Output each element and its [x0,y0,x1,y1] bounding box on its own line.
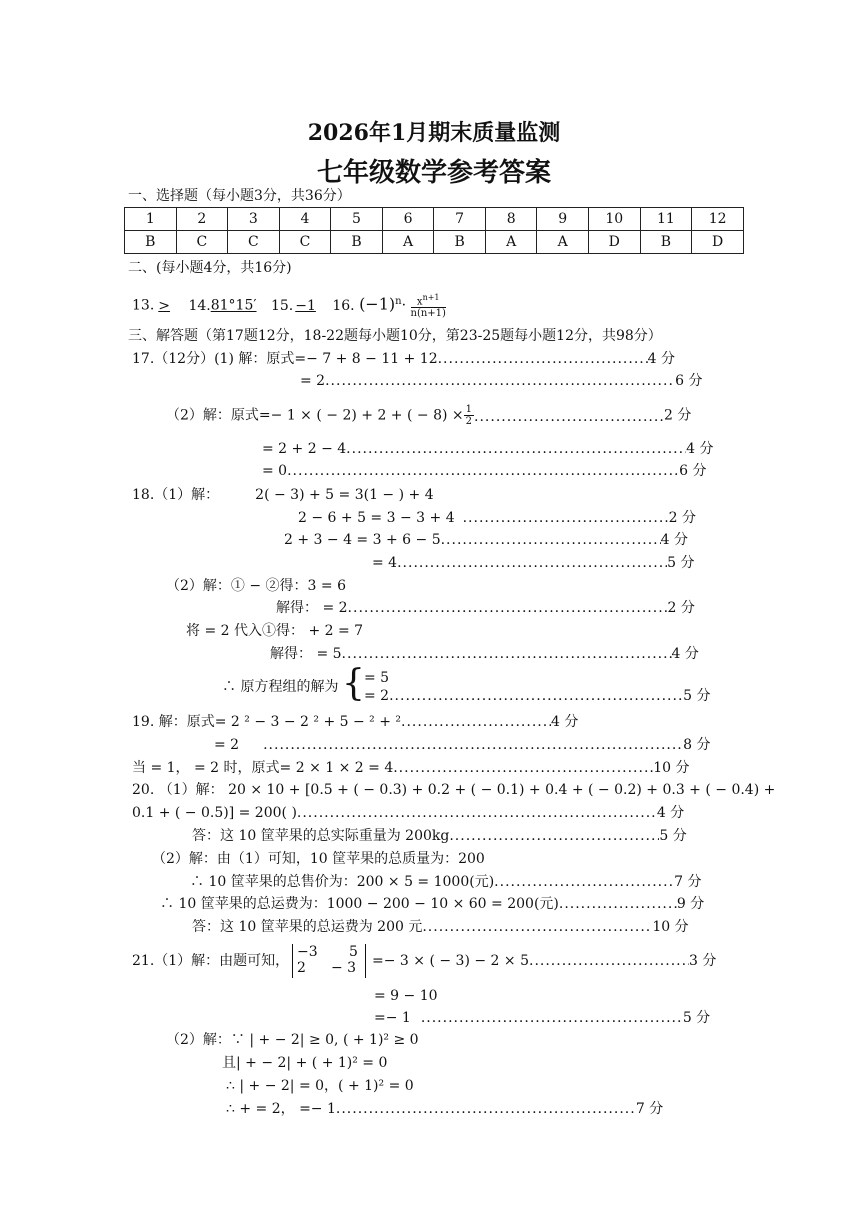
score: 5 分 [667,555,695,571]
question-number-cell: 8 [485,208,537,231]
page-title: 2026年1月期末质量监测 [307,120,561,146]
leader-dots [348,598,668,618]
q13-answer: > [158,297,170,314]
q18-l6-text: 解得： = 2 [276,600,348,616]
section-solve-heading: 三、解答题（第17题12分，18-22题每小题10分，第23-25题每小题12分，共98分） [128,328,662,344]
leader-dots [494,872,674,892]
q20-l7-text: 答：这 10 筐苹果的总运费为 200 元 [192,919,423,935]
q20-l5-text: ∴ 10 筐苹果的总售价为：200 × 5 = 1000(元) [190,874,495,890]
q18-line-9: ∴ 原方程组的解为 [222,679,339,695]
score: 3 分 [689,953,717,969]
q19-line-2 [214,735,712,755]
q21-l3-text: =− 1 [374,1010,411,1026]
q20-l3-text: 答：这 10 筐苹果的总实际重量为 200kg [192,828,450,844]
q18-l5a: （2）解： [166,578,231,594]
q14-label: 14. [188,297,211,314]
leader-dots [287,461,679,481]
leader-dots [346,439,686,459]
score: 2 分 [667,600,695,616]
answer-cell: D [588,231,640,254]
q18-l8-text: 解得： = 5 [270,646,342,662]
question-number-cell: 4 [279,208,331,231]
question-number-cell: 3 [228,208,280,231]
leader-dots [449,826,659,846]
question-number-cell: 12 [692,208,744,231]
q18-l1a: 18.（1）解： [132,487,220,503]
score: 9 分 [676,896,705,912]
q15-label: 15. [270,297,294,314]
score: 5 分 [683,688,711,704]
det-a: −3 [297,944,318,960]
leader-dots [393,758,653,778]
q19-line-1 [132,712,712,732]
leader-dots [422,917,652,937]
q19-line-3 [132,758,712,778]
q18-l1b: 2( − 3) + 5 = 3(1 − ) + 4 [255,487,434,503]
q20-line-2 [132,803,712,823]
score: 6 分 [675,373,703,389]
question-number-cell: 9 [537,208,589,231]
question-number-cell: 11 [640,208,692,231]
score: 4 分 [671,646,699,662]
q18-line-3 [284,530,712,550]
fill-answers [132,292,446,319]
leader-dots [397,553,667,573]
q16-label: 16. [332,297,355,314]
q18-line-7: 将 = 2 代入①得： + 2 = 7 [186,623,364,639]
answer-cell: A [485,231,537,254]
q18-line-2 [298,508,712,528]
q18-line-6 [276,598,712,618]
q17-line-1 [132,349,712,369]
det-b: 5 [349,944,358,960]
score: 10 分 [652,919,689,935]
score: 7 分 [674,874,702,890]
q20-line-7 [192,917,712,937]
leader-dots [336,1099,636,1119]
score: 2 分 [664,407,692,424]
q21-line-1a: 21.（1）解：由题可知， [132,953,290,969]
answer-cell: C [176,231,228,254]
q18-l5b: ① − ②得：3 = 6 [230,578,346,594]
answer-cell: B [434,231,486,254]
q18-root-2-line [364,686,712,706]
leader-dots [401,712,551,732]
question-number-cell: 5 [331,208,383,231]
q18-root-1: = 5 [364,670,390,686]
q16-exp: n [395,296,402,308]
q20-l2-text: 0.1 + ( − 0.5)] = 200( ) [132,805,297,821]
score: 4 分 [656,805,685,821]
answer-cell: B [331,231,383,254]
system-brace: { [342,663,365,704]
q21-line-3 [374,1008,712,1028]
q18-line-8 [270,644,712,664]
answer-cell: B [125,231,177,254]
q19-l3-text: 当 = 1， = 2 时，原式= 2 × 1 × 2 = 4 [132,760,394,776]
leader-dots [438,349,648,369]
q21-l7-text: ∴ + = 2， =− 1 [226,1101,336,1117]
q21-line-5: 且| + − 2| + ( + 1)² = 0 [222,1055,388,1071]
q17-line-5 [262,461,712,481]
determinant [292,944,366,978]
q18-line-1 [132,485,434,505]
frac-den: 2 [465,416,473,427]
q14-answer: 81°15′ [210,297,257,314]
q19-l2-text: = 2 [214,737,240,753]
choice-answer-table [124,207,744,254]
leader-dots [474,407,664,427]
page-subtitle: 七年级数学参考答案 [316,158,551,188]
score: 8 分 [683,737,711,753]
score: 2 分 [668,510,696,526]
score: 6 分 [679,463,707,479]
q15-answer: −1 [295,297,316,314]
score: 5 分 [682,1010,711,1026]
q21-l1b-text: =− 3 × ( − 3) − 2 × 5 [372,953,529,969]
table-row-numbers [125,208,744,231]
section-choice-heading: 一、选择题（每小题3分，共36分） [128,188,351,204]
q16-base: (−1) [359,294,396,314]
q17-l5-text: = 0 [262,463,288,479]
leader-dots [463,508,669,528]
q20-line-1: 20. （1）解： 20 × 10 + [0.5 + ( − 0.3) + 0.2 + ( − 0.1) + 0.4 + ( − 0.2) + 0.3 + ( − 0.4) + [132,782,776,798]
q19-l1-text: 19. 解：原式= 2 ² − 3 − 2 ² + 5 − ² + ² [132,714,402,730]
q17-l3-text: （2）解：原式=− 1 × ( − 2) + 2 + ( − 8) × [166,407,464,424]
score: 10 分 [653,760,690,776]
q17-l4-text: = 2 + 2 − 4 [262,441,347,457]
q16-dot: · [401,297,407,314]
q21-line-6: ∴ | + − 2| = 0，( + 1)² = 0 [226,1078,414,1094]
leader-dots [421,1008,683,1028]
q21-line-2: = 9 − 10 [374,988,438,1004]
frac-num: 1 [465,404,473,415]
q18-l3-text: 2 + 3 − 4 = 3 + 6 − 5 [284,532,441,548]
leader-dots [441,530,661,550]
det-c: 2 [297,960,306,976]
q17-line-4 [262,439,712,459]
q17-line-2 [300,371,712,391]
score: 5 分 [659,828,687,844]
score: 7 分 [635,1101,664,1117]
q18-root-2: = 2 [364,688,390,704]
answer-cell: C [228,231,280,254]
answer-cell: A [537,231,589,254]
leader-dots [559,894,677,914]
q20-line-6 [160,894,712,914]
q16-den: n(n+1) [410,308,446,320]
q21-line-7 [226,1099,712,1119]
q21-line-4: （2）解：∵ | + − 2| ≥ 0, ( + 1)² ≥ 0 [166,1032,419,1048]
question-number-cell: 6 [382,208,434,231]
leader-dots [263,735,683,755]
q17-l1-text: 17.（12分）(1) 解：原式=− 7 + 8 − 11 + 12 [132,351,438,367]
answer-cell: B [640,231,692,254]
question-number-cell: 10 [588,208,640,231]
question-number-cell: 1 [125,208,177,231]
q16-num: x [416,296,423,308]
score: 4 分 [647,351,675,367]
q17-fraction [464,404,474,427]
det-d: − 3 [331,960,357,976]
q16-fraction [411,292,446,319]
q13-label: 13. [132,297,155,314]
q20-line-4: （2）解：由（1）可知，10 筐苹果的总质量为：200 [152,851,485,867]
question-number-cell: 2 [176,208,228,231]
score: 4 分 [551,714,579,730]
q17-line-3 [166,404,712,427]
q18-line-4 [372,553,712,573]
q16-num-exp: n+1 [422,293,440,302]
question-number-cell: 7 [434,208,486,231]
score: 4 分 [686,441,714,457]
leader-dots [297,803,657,823]
q18-line-5 [166,576,346,596]
q17-l2-text: = 2 [300,373,326,389]
q21-line-1b [372,951,717,971]
q18-l4-text: = 4 [372,555,398,571]
q20-line-5 [190,872,712,892]
leader-dots [325,371,675,391]
leader-dots [342,644,672,664]
leader-dots [529,951,689,971]
leader-dots [389,686,683,706]
answer-cell: D [692,231,744,254]
answer-cell: C [279,231,331,254]
table-row-answers [125,231,744,254]
score: 4 分 [660,532,688,548]
q20-line-3 [192,826,712,846]
q20-l6-text: ∴ 10 筐苹果的总运费为：1000 − 200 − 10 × 60 = 200(元) [160,896,559,912]
section-fill-heading: 二、(每小题4分，共16分) [128,260,292,276]
q18-l2-text: 2 − 6 + 5 = 3 − 3 + 4 [298,510,455,526]
answer-cell: A [382,231,434,254]
